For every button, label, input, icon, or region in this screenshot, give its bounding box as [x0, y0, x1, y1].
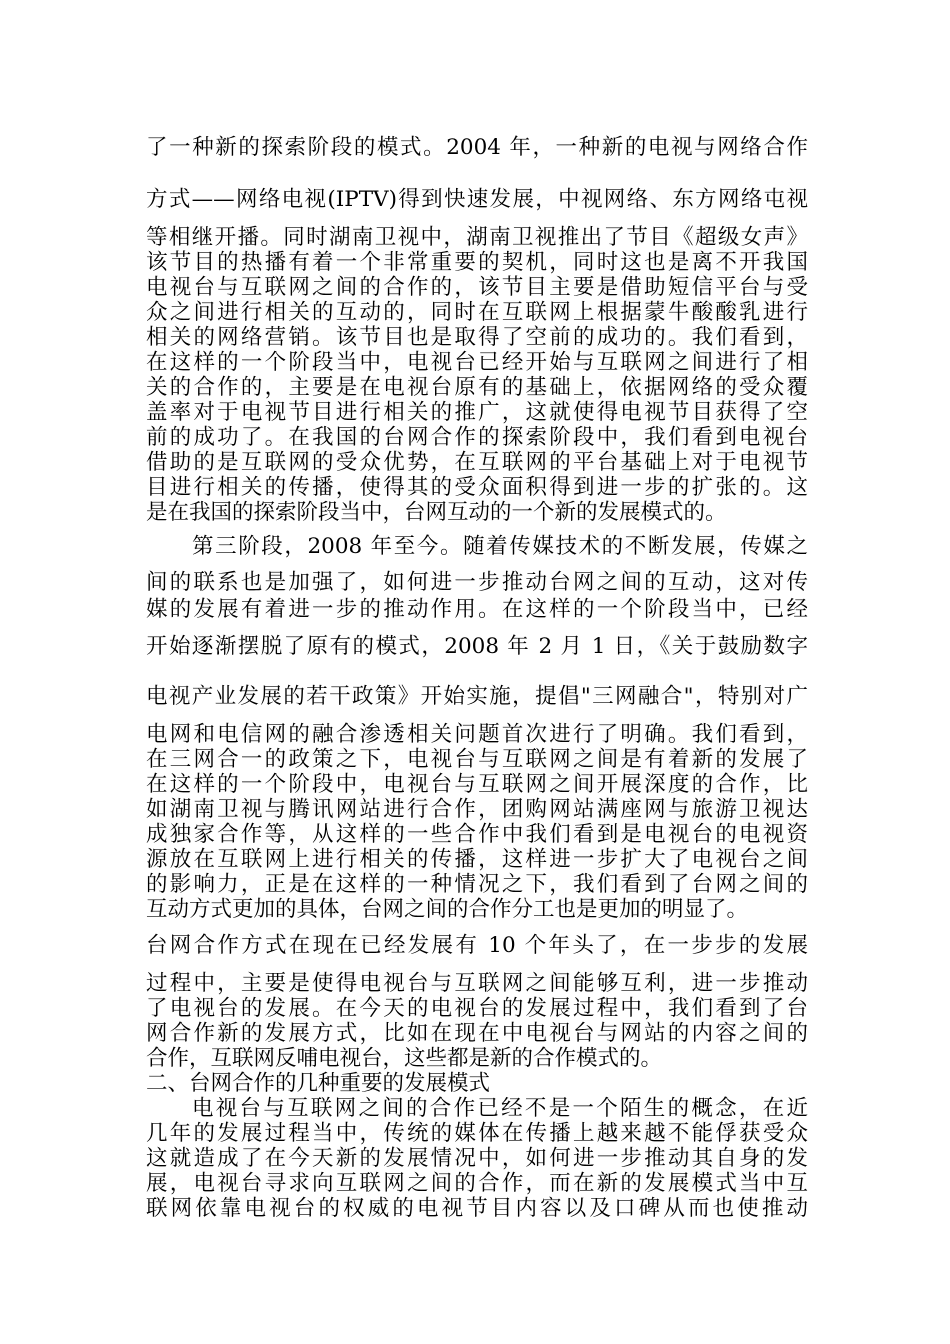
- text-line: 在三网合一的政策之下，电视台与互联网之间是有着新的发展了: [146, 747, 808, 772]
- text-line: 网合作新的发展方式，比如在现在中电视台与网站的内容之间的: [146, 1021, 808, 1046]
- text-line: 成独家合作等，从这样的一些合作中我们看到是电视台的电视资: [146, 822, 808, 847]
- text-line: 源放在互联网上进行相关的传播，这样进一步扩大了电视台之间: [146, 847, 808, 872]
- text-line: 前的成功了。在我国的台网合作的探索阶段中，我们看到电视台: [146, 425, 808, 450]
- text-line: 几年的发展过程当中，传统的媒体在传播上越来越不能俘获受众: [146, 1121, 808, 1146]
- text-line: 合作，互联网反哺电视台，这些都是新的合作模式的。: [146, 1046, 663, 1071]
- text-line: 这就造成了在今天新的发展情况中，如何进一步推动其自身的发: [146, 1146, 808, 1171]
- text-line: 媒的发展有着进一步的推动作用。在这样的一个阶段当中，已经: [146, 597, 808, 622]
- text-line: 方式——网络电视(IPTV)得到快速发展，中视网络、东方网络屯视: [146, 187, 808, 212]
- text-line: 的影响力，正是在这样的一种情况之下，我们看到了台网之间的: [146, 872, 808, 897]
- text-line: 电网和电信网的融合渗透相关问题首次进行了明确。我们看到，: [146, 722, 808, 747]
- text-line: 关的合作的，主要是在电视台原有的基础上，依据网络的受众覆: [146, 375, 808, 400]
- text-line: 台网合作方式在现在已经发展有 10 个年头了，在一步步的发展: [146, 933, 808, 958]
- text-line: 在这样的一个阶段中，电视台与互联网之间开展深度的合作，比: [146, 772, 808, 797]
- text-line: 是在我国的探索阶段当中，台网互动的一个新的发展模式的。: [146, 500, 727, 525]
- text-line: 过程中，主要是使得电视台与互联网之间能够互利，进一步推动: [146, 971, 808, 996]
- text-line: 该节目的热播有着一个非常重要的契机，同时这也是离不开我国: [146, 250, 808, 275]
- text-line: 目进行相关的传播，使得其的受众面积得到进一步的扩张的。这: [146, 475, 808, 500]
- text-line: 第三阶段，2008 年至今。随着传媒技术的不断发展，传媒之: [192, 534, 808, 559]
- text-line: 展，电视台寻求向互联网之间的合作，而在新的发展模式当中互: [146, 1171, 808, 1196]
- text-line: 联网依靠电视台的权威的电视节目内容以及口碑从而也使推动: [146, 1196, 808, 1221]
- text-line: 众之间进行相关的互动的，同时在互联网上根据蒙牛酸酸乳进行: [146, 300, 808, 325]
- text-line: 在这样的一个阶段当中，电视台已经开始与互联网之间进行了相: [146, 350, 808, 375]
- text-line: 了电视台的发展。在今天的电视台的发展过程中，我们看到了台: [146, 996, 808, 1021]
- text-line: 如湖南卫视与腾讯网站进行合作，团购网站满座网与旅游卫视达: [146, 797, 808, 822]
- text-line: 等相继开播。同时湖南卫视中，湖南卫视推出了节目《超级女声》: [146, 225, 808, 250]
- text-line: 相关的网络营销。该节目也是取得了空前的成功的。我们看到，: [146, 325, 808, 350]
- text-line: 电视台与互联网之间的合作已经不是一个陌生的概念，在近: [192, 1096, 808, 1121]
- text-line: 借助的是互联网的受众优势，在互联网的平台基础上对于电视节: [146, 450, 808, 475]
- section-heading: 二、台网合作的几种重要的发展模式: [146, 1071, 491, 1096]
- text-line: 电视台与互联网之间的合作的，该节目主要是借助短信平台与受: [146, 275, 808, 300]
- text-line: 间的联系也是加强了，如何进一步推动台网之间的互动，这对传: [146, 570, 808, 595]
- text-line: 了一种新的探索阶段的模式。2004 年，一种新的电视与网络合作: [146, 135, 808, 160]
- text-line: 互动方式更加的具体，台网之间的合作分工也是更加的明显了。: [146, 897, 749, 922]
- text-line: 开始逐渐摆脱了原有的模式，2008 年 2 月 1 日，《关于鼓励数字: [146, 634, 808, 659]
- text-line: 电视产业发展的若干政策》开始实施，提倡"三网融合"，特别对广: [146, 684, 808, 709]
- text-line: 盖率对于电视节目进行相关的推广，这就使得电视节目获得了空: [146, 400, 808, 425]
